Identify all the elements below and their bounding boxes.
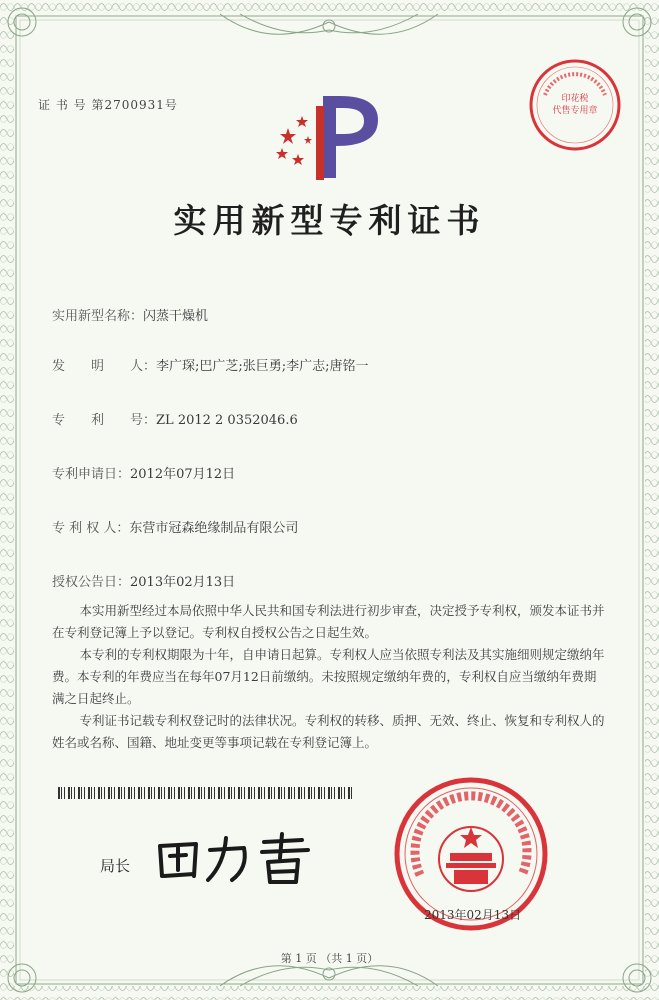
svg-text:印花税: 印花税 (561, 94, 589, 104)
patentee-field (52, 517, 298, 536)
director-label: 局长 (100, 857, 131, 875)
field-label: 实用新型名称： (52, 309, 144, 324)
certificate-title: 实用新型专利证书 (173, 201, 486, 240)
body-paragraph-1: 本实用新型经过本局依照中华人民共和国专利法进行初步审查，决定授予专利权，颁发本证书并在专利登记簿上予以登记。专利权自授权公告之日起生效。 (52, 603, 605, 640)
inventors-field (52, 355, 369, 374)
svg-text:代售专用章: 代售专用章 (552, 106, 598, 116)
field-label: 专 利 权 人： (52, 521, 130, 536)
body-paragraph-2: 本专利的专利权期限为十年，自申请日起算。专利权人应当依照专利法及其实施细则规定缴纳年费。本专利的年费应当在每年07月12日前缴纳。未按照规定缴纳年费的，专利权自应当缴纳年费期满之日起终止。 (52, 647, 605, 706)
field-label: 授权公告日： (52, 575, 131, 590)
bottom-ornament (220, 966, 438, 986)
field-label: 专利申请日： (52, 467, 131, 482)
field-value: 闪蒸干燥机 (143, 309, 209, 324)
field-value: 东营市冠森绝缘制品有限公司 (129, 521, 299, 536)
field-value: 2012年07月12日 (130, 467, 236, 482)
seal-date: 2013年02月13日 (424, 908, 522, 922)
certificate-number: 证 书 号 第2700931号 (38, 98, 178, 112)
stamp-duty-seal (525, 55, 625, 155)
utility-model-name-field (52, 305, 208, 324)
field-label: 专 利 号： (52, 413, 157, 428)
filing-date-field (52, 463, 235, 482)
field-value: 2013年02月13日 (130, 575, 236, 590)
field-value: 李广琛;巴广芝;张巨勇;李广志;唐铭一 (156, 359, 369, 374)
top-ornament (220, 14, 438, 34)
barcode (58, 787, 358, 799)
field-value: ZL 2012 2 0352046.6 (156, 413, 298, 428)
page-number: 第 1 页 （共 1 页） (280, 952, 379, 965)
field-label: 发 明 人： (52, 359, 157, 374)
body-paragraph-3: 专利证书记载专利权登记时的法律状况。专利权的转移、质押、无效、终止、恢复和专利权人的姓名或名称、国籍、地址变更等事项记载在专利登记簿上。 (52, 713, 605, 750)
director-signature (152, 828, 322, 888)
grant-date-field (52, 571, 235, 590)
patent-number-field (52, 409, 298, 428)
certificate-body (52, 600, 607, 754)
patent-office-logo-icon (268, 88, 388, 188)
